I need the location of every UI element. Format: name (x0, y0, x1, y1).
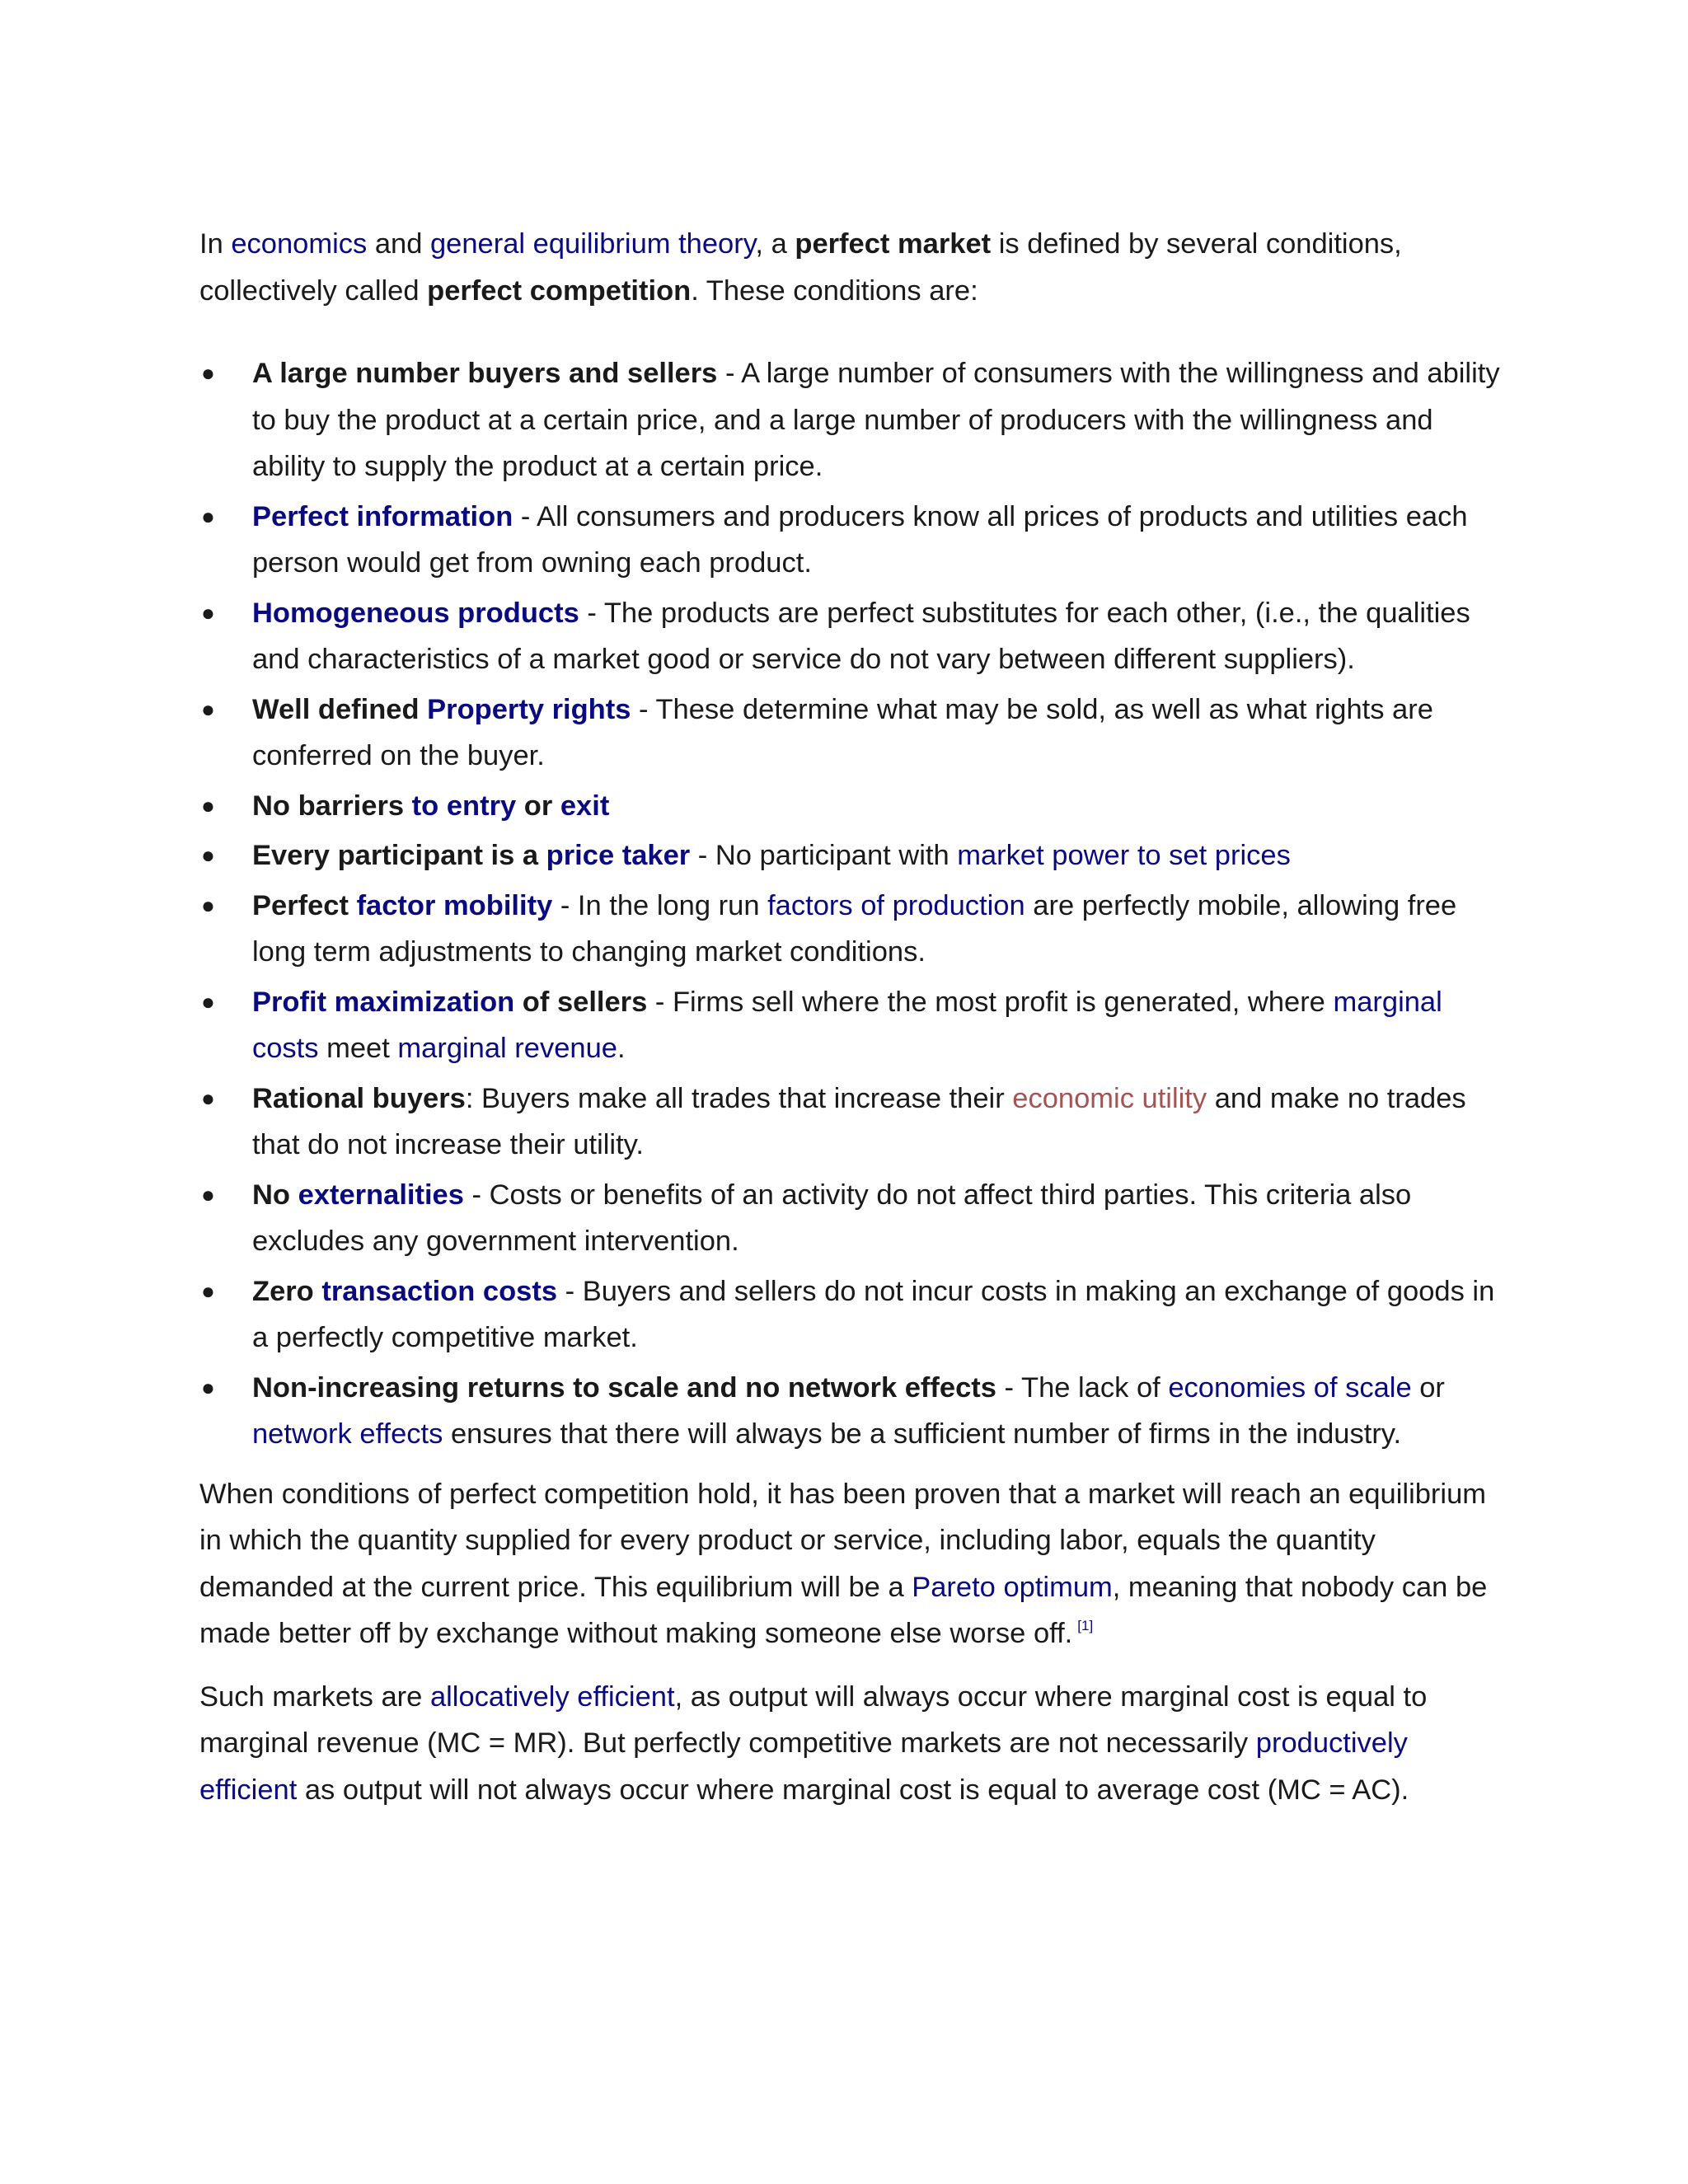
bullet-icon: ● (201, 503, 215, 529)
item-text: - The lack of (996, 1371, 1169, 1404)
item-text: - Buyers and sellers do not incur costs in making an exchange of goods in a perfectly competitive market. (252, 1275, 1495, 1353)
item-term-link: factor mobility (356, 889, 553, 921)
link-economies-of-scale[interactable]: economies of scale (1168, 1371, 1412, 1404)
link-productively-efficient[interactable]: productively efficient (199, 1727, 1408, 1806)
efficiency-paragraph (199, 1674, 1502, 1814)
item-text: - A large number of consumers with the willingness and ability to buy the product at a certain price, and a large number of producers with the willingness and ability to supply the product at a certain price. (252, 358, 1500, 482)
item-text: - The products are perfect substitutes for each other, (i.e., the qualities and characteristics of a market good or service do not vary between different suppliers). (252, 597, 1470, 675)
item-term-link: exit (560, 790, 610, 822)
item-term-link: transaction costs (321, 1275, 558, 1307)
link-marginal-costs[interactable]: marginal costs (252, 986, 1442, 1064)
text: When conditions of perfect competition hold, it has been proven that a market will reach an equilibrium in which the quantity supplied for every product or service, including labor, equals the quantity demanded at the current price. This equilibrium will be a (199, 1478, 1487, 1603)
item-term-link: Property rights (427, 693, 631, 725)
link-externalities[interactable] (298, 1179, 464, 1211)
list-item (199, 687, 1502, 780)
link-marginal-revenue[interactable]: marginal revenue (397, 1033, 617, 1064)
item-text: . (617, 1033, 626, 1064)
item-text: - Firms sell where the most profit is generated, where (647, 986, 1334, 1018)
bullet-icon: ● (201, 696, 215, 722)
text: , as output will always occur where marginal cost is equal to marginal revenue (MC = MR). But perfectly competitive markets are not necessarily (199, 1680, 1428, 1759)
item-text: - These determine what may be sold, as well as what rights are conferred on the buyer. (252, 693, 1433, 771)
link-pareto-optimum[interactable]: Pareto optimum (912, 1571, 1113, 1603)
list-item (199, 494, 1502, 587)
link-to-entry[interactable] (412, 790, 517, 822)
item-term-link: Perfect information (252, 500, 513, 532)
link-profit-maximization[interactable] (252, 987, 514, 1018)
list-item (199, 783, 1502, 830)
item-term: No (252, 1179, 298, 1211)
link-property-rights[interactable] (427, 694, 631, 725)
item-text: are perfectly mobile, allowing free long term adjustments to changing market conditions. (252, 889, 1457, 968)
list-item (199, 1365, 1502, 1458)
text: . These conditions are: (691, 274, 978, 307)
list-item (199, 979, 1502, 1072)
bullet-icon: ● (201, 360, 215, 386)
bullet-icon: ● (201, 1374, 215, 1400)
bullet-icon: ● (201, 892, 215, 918)
item-term: No barriers (252, 790, 412, 822)
citation-link[interactable]: [1] (1077, 1618, 1094, 1633)
item-text: - No participant with (690, 840, 958, 871)
list-item (199, 1076, 1502, 1169)
item-text: or (1411, 1371, 1445, 1404)
item-term-link: Profit maximization (252, 986, 515, 1018)
link-market-power[interactable]: market power to set prices (957, 840, 1291, 871)
list-item (199, 832, 1502, 879)
item-text: ensures that there will always be a sufficient number of firms in the industry. (443, 1418, 1402, 1450)
item-term-link: to entry (411, 790, 517, 822)
item-text: and make no trades that do not increase their utility. (252, 1082, 1466, 1160)
text: In (199, 228, 232, 260)
intro-paragraph (199, 221, 1502, 314)
item-term: Rational buyers (252, 1082, 466, 1114)
link-economic-utility[interactable]: economic utility (1012, 1082, 1207, 1114)
item-text: - All consumers and producers know all prices of products and utilities each person would get from owning each product. (252, 500, 1468, 579)
list-item (199, 1268, 1502, 1361)
item-term: of sellers (514, 986, 648, 1018)
item-term: Non-increasing returns to scale and no network effects (252, 1371, 996, 1404)
item-term: or (516, 790, 560, 822)
bullet-icon: ● (201, 988, 215, 1015)
link-allocatively-efficient[interactable]: allocatively efficient (429, 1680, 675, 1713)
item-term: Perfect (252, 889, 357, 921)
text: , meaning that nobody can be made better off by exchange without making someone else worse off. (199, 1571, 1488, 1649)
item-text: - In the long run (552, 889, 768, 921)
item-term: A large number buyers and sellers (252, 358, 718, 389)
text: and (367, 228, 430, 260)
bullet-icon: ● (201, 1181, 215, 1207)
item-term: Well defined (252, 693, 428, 725)
item-text: : Buyers make all trades that increase their (465, 1082, 1013, 1114)
item-term-link: price taker (546, 840, 691, 871)
link-transaction-costs[interactable] (321, 1276, 557, 1307)
bold-perfect-market: perfect market (795, 228, 992, 260)
list-item (199, 883, 1502, 976)
link-perfect-information[interactable] (252, 501, 513, 532)
link-factor-mobility[interactable] (357, 890, 553, 921)
link-homogeneous-products[interactable] (252, 598, 579, 629)
link-price-taker[interactable] (546, 840, 691, 871)
link-network-effects[interactable]: network effects (252, 1418, 443, 1450)
text: Such markets are (199, 1680, 430, 1713)
link-exit[interactable] (560, 790, 609, 822)
link-general-equilibrium-theory[interactable]: general equilibrium theory (430, 228, 756, 260)
conditions-list (199, 350, 1502, 1458)
item-term-link: Homogeneous products (252, 597, 579, 629)
item-text: - Costs or benefits of an activity do not affect third parties. This criteria also excludes any government intervention. (252, 1179, 1412, 1257)
bullet-icon: ● (201, 1085, 215, 1111)
list-item (199, 1172, 1502, 1265)
bullet-icon: ● (201, 842, 215, 868)
bullet-icon: ● (201, 1277, 215, 1304)
item-text: meet (318, 1033, 398, 1064)
bold-perfect-competition: perfect competition (427, 274, 692, 307)
text: as output will not always occur where marginal cost is equal to average cost (MC = AC). (297, 1774, 1409, 1806)
item-term: Zero (252, 1275, 322, 1307)
text: , a (755, 228, 795, 260)
link-economics[interactable]: economics (231, 228, 368, 260)
item-term-link: externalities (298, 1179, 464, 1211)
bullet-icon: ● (201, 599, 215, 626)
list-item (199, 350, 1502, 490)
bullet-icon: ● (201, 792, 215, 818)
equilibrium-paragraph (199, 1471, 1502, 1657)
document-page (199, 221, 1502, 1830)
item-term: Every participant is a (252, 840, 546, 871)
text: is defined by several conditions, collectively called (199, 228, 1402, 307)
link-factors-of-production[interactable]: factors of production (767, 889, 1025, 921)
list-item (199, 590, 1502, 683)
